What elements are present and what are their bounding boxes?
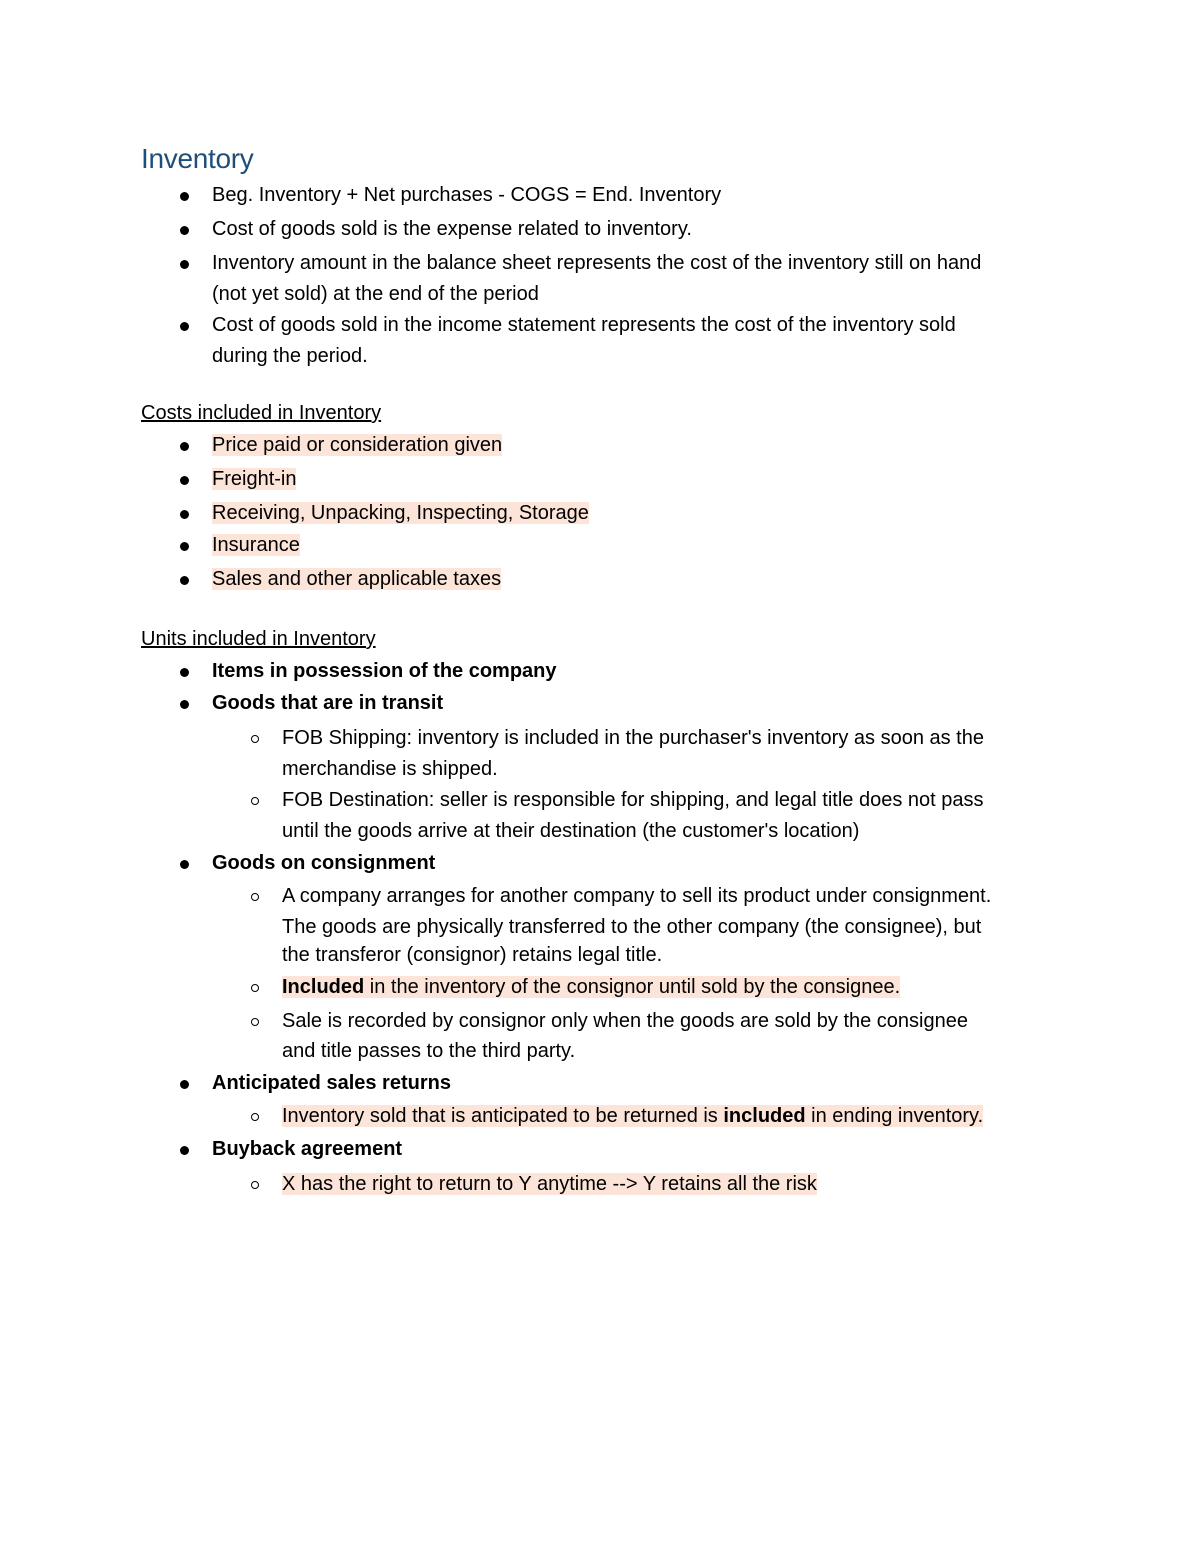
units-returns: Anticipated sales returns	[212, 1072, 451, 1094]
bullet-icon	[180, 510, 189, 519]
bullet-icon	[180, 542, 189, 551]
bullet-icon	[180, 226, 189, 235]
bullet-icon	[180, 442, 189, 451]
returns-1: Inventory sold that is anticipated to be returned is included in ending inventory.	[282, 1105, 984, 1127]
cost-item: Freight-in	[212, 468, 297, 490]
circle-bullet-icon	[251, 735, 259, 743]
page-title: Inventory	[141, 143, 254, 174]
units-transit: Goods that are in transit	[212, 692, 444, 714]
bullet-icon	[180, 668, 189, 677]
consignment-1-line-2: The goods are physically transferred to the other company (the consignee), but	[282, 916, 982, 938]
intro-item-2: Cost of goods sold is the expense related to inventory.	[212, 218, 692, 240]
circle-bullet-icon	[251, 984, 259, 992]
fob-shipping-line-2: merchandise is shipped.	[282, 758, 498, 780]
units-heading: Units included in Inventory	[141, 628, 376, 650]
bullet-icon	[180, 260, 189, 269]
bullet-icon	[180, 1080, 189, 1089]
costs-heading: Costs included in Inventory	[141, 402, 382, 424]
fob-destination-line-2: until the goods arrive at their destination (the customer's location)	[282, 820, 860, 842]
units-consignment: Goods on consignment	[212, 852, 436, 874]
intro-item-4-line-1: Cost of goods sold in the income statement represents the cost of the inventory sold	[212, 314, 956, 336]
bullet-icon	[180, 576, 189, 585]
circle-bullet-icon	[251, 1018, 259, 1026]
intro-item-1: Beg. Inventory + Net purchases - COGS = End. Inventory	[212, 184, 722, 206]
buyback-1: X has the right to return to Y anytime --> Y retains all the risk	[282, 1173, 817, 1195]
intro-item-4-line-2: during the period.	[212, 345, 368, 367]
bullet-icon	[180, 700, 189, 709]
bullet-icon	[180, 1146, 189, 1155]
circle-bullet-icon	[251, 797, 259, 805]
intro-item-3-line-2: (not yet sold) at the end of the period	[212, 283, 539, 305]
consignment-3-line-1: Sale is recorded by consignor only when the goods are sold by the consignee	[282, 1010, 968, 1032]
cost-item: Price paid or consideration given	[212, 434, 503, 456]
intro-item-3-line-1: Inventory amount in the balance sheet represents the cost of the inventory still on hand	[212, 252, 982, 274]
consignment-2: Included in the inventory of the consignor until sold by the consignee.	[282, 976, 901, 998]
bullet-icon	[180, 192, 189, 201]
circle-bullet-icon	[251, 893, 259, 901]
cost-item: Insurance	[212, 534, 300, 556]
cost-item: Receiving, Unpacking, Inspecting, Storage	[212, 502, 589, 524]
bullet-icon	[180, 476, 189, 485]
consignment-1-line-3: the transferor (consignor) retains legal title.	[282, 944, 663, 966]
consignment-3-line-2: and title passes to the third party.	[282, 1040, 576, 1062]
circle-bullet-icon	[251, 1113, 259, 1121]
fob-destination-line-1: FOB Destination: seller is responsible for shipping, and legal title does not pass	[282, 789, 984, 811]
fob-shipping-line-1: FOB Shipping: inventory is included in the purchaser's inventory as soon as the	[282, 727, 984, 749]
cost-item: Sales and other applicable taxes	[212, 568, 502, 590]
consignment-1-line-1: A company arranges for another company to sell its product under consignment.	[282, 885, 992, 907]
units-buyback: Buyback agreement	[212, 1138, 403, 1160]
bullet-icon	[180, 860, 189, 869]
circle-bullet-icon	[251, 1181, 259, 1189]
units-possession: Items in possession of the company	[212, 660, 557, 682]
bullet-icon	[180, 322, 189, 331]
